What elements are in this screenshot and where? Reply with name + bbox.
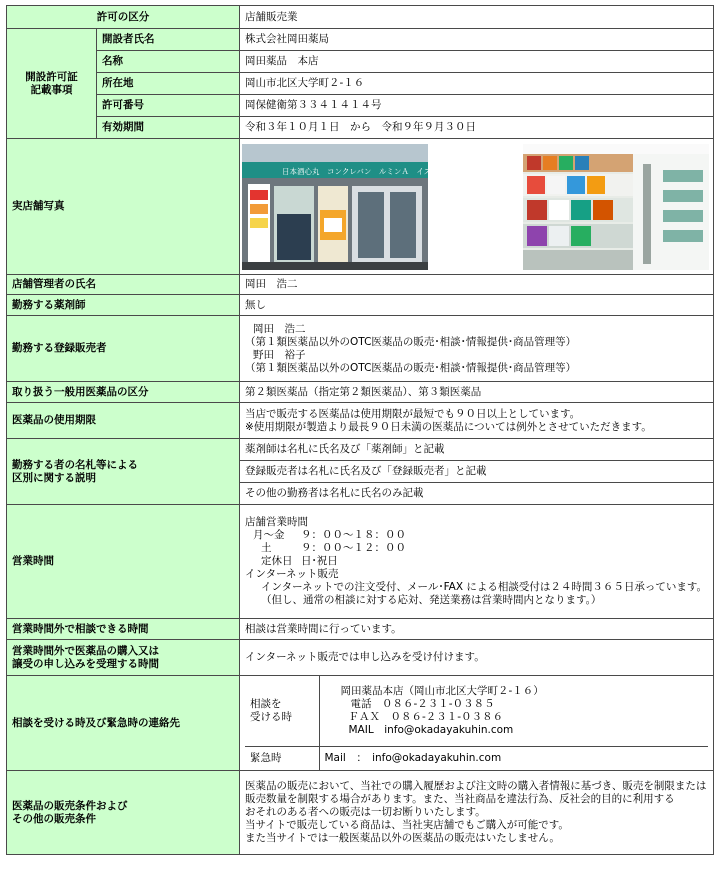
validity-period-label: 有効期間 <box>97 117 240 139</box>
closed-value: 日･祝日 <box>301 555 338 567</box>
contact-store-address: 岡田薬品本店（岡山市北区大学町２-１６） <box>340 684 544 697</box>
contact-phone: 電話 ０８６-２３１-０３８５ <box>350 697 495 710</box>
license-type-value: 店舗販売業 <box>240 6 714 29</box>
closed-label: 定休日 <box>261 555 293 567</box>
interior-photo <box>523 144 709 270</box>
expiry-policy <box>240 403 714 439</box>
conditions-line-3: おそれのある者への販売は一切お断りいたします。 <box>245 806 486 818</box>
nameplate-label-text: 勤務する者の名札等による 区別に関する説明 <box>12 458 138 484</box>
interior-image <box>523 144 709 270</box>
contact-table <box>245 676 708 770</box>
offhours-purchase-text: 営業時間外で医薬品の購入又は 譲受の申し込みを受理する時間 <box>12 644 159 670</box>
offhours-consult-value: 相談は営業時間に行っています。 <box>240 619 714 640</box>
conditions-line-1: 医薬品の販売において、当社での購入履歴および注文時の購入者情報に基づき、販売を制限または <box>245 780 707 792</box>
store-photos <box>240 144 713 270</box>
certificate-label-text: 開設許可証 記載事項 <box>25 70 78 96</box>
consult-time-text: 相談を 受ける時 <box>250 697 292 723</box>
address-value: 岡山市北区大学町２-１６ <box>240 73 714 95</box>
business-hours <box>240 505 714 619</box>
registered-seller-label: 勤務する登録販売者 <box>7 316 240 382</box>
saturday-time: ９：００～１２：００ <box>301 542 406 554</box>
conditions-line-4: 当サイトで販売している商品は、当社実店舗でもご購入が可能です。 <box>245 819 569 831</box>
nameplate-pharmacist: 薬剤師は名札に氏名及び「薬剤師」と記載 <box>240 439 714 461</box>
pharmacist-label: 勤務する薬剤師 <box>7 295 240 316</box>
store-info-table <box>6 5 714 855</box>
drug-category-value: 第２類医薬品（指定第２類医薬品）、第３類医薬品 <box>240 382 714 403</box>
offhours-purchase-value: インターネット販売では申し込みを受け付けます。 <box>240 640 714 676</box>
conditions-line-5: また当サイトでは一般医薬品以外の医薬品の販売はいたしません。 <box>245 832 560 844</box>
store-photos-label: 実店舗写真 <box>7 139 240 275</box>
founder-name-value: 株式会社岡田薬局 <box>240 29 714 51</box>
conditions-line-2: 販売数量を制限する場合があります。また、当社商品を違法行為、反社会的目的に利用する <box>245 793 675 805</box>
expiry-label: 医薬品の使用期限 <box>7 403 240 439</box>
expiry-line-1: 当店で販売する医薬品は使用期限が最短でも９０日以上としています。 <box>245 407 581 420</box>
emergency-mail[interactable]: Mail ： info@okadayakuhin.com <box>324 751 502 764</box>
seller-2-name: 野田 裕子 <box>253 348 306 361</box>
storefront-sign-text: 日本酒心丸 コンクレバン ルミンＡ イスター <box>282 166 447 176</box>
sales-conditions-text: 医薬品の販売条件および その他の販売条件 <box>12 799 128 825</box>
seller-1-name: 岡田 浩二 <box>253 322 306 335</box>
expiry-line-2: ※使用期限が製造より最長９０日未満の医薬品については例外とさせていただきます。 <box>245 420 652 433</box>
pharmacist-value: 無し <box>240 295 714 316</box>
weekday-time: ９：００～１８：００ <box>301 529 406 541</box>
sales-conditions <box>240 771 714 855</box>
store-manager-value: 岡田 浩二 <box>240 275 714 295</box>
registered-seller-list <box>240 316 714 382</box>
license-number-value: 岡保健衛第３３４１４１４号 <box>240 95 714 117</box>
consult-time-label <box>245 676 319 746</box>
nameplate-seller: 登録販売者は名札に氏名及び「登録販売者」と記載 <box>240 461 714 483</box>
store-manager-label: 店舗管理者の氏名 <box>7 275 240 295</box>
contact-fax: ＦＡＸ ０８６-２３１-０３８６ <box>348 710 504 723</box>
business-hours-label: 営業時間 <box>7 505 240 619</box>
license-type-label: 許可の区分 <box>7 6 240 29</box>
net-sales-line-2: （但し、通常の相談に対する応対、発送業務は営業時間内となります。） <box>261 594 602 606</box>
net-sales-line-1: インターネットでの注文受付、メール･FAX による相談受付は２４時間３６５日承っています。 <box>261 581 708 593</box>
weekday-label: 月～金 <box>253 529 285 541</box>
contact-mail[interactable]: MAIL info@okadayakuhin.com <box>348 723 514 736</box>
store-name-label: 名称 <box>97 51 240 73</box>
founder-name-label: 開設者氏名 <box>97 29 240 51</box>
nameplate-label <box>7 439 240 505</box>
seller-1-note: （第１類医薬品以外のOTC医薬品の販売･相談･情報提供･商品管理等） <box>245 335 577 348</box>
storefront-image <box>242 144 447 270</box>
store-name-value: 岡田薬品 本店 <box>240 51 714 73</box>
offhours-purchase-label <box>7 640 240 676</box>
drug-category-label: 取り扱う一般用医薬品の区分 <box>7 382 240 403</box>
certificate-items-label <box>7 29 97 139</box>
sales-conditions-label <box>7 771 240 855</box>
contact-label: 相談を受ける時及び緊急時の連絡先 <box>7 676 240 771</box>
nameplate-other: その他の勤務者は名札に氏名のみ記載 <box>240 483 714 505</box>
seller-2-note: （第１類医薬品以外のOTC医薬品の販売･相談･情報提供･商品管理等） <box>245 361 577 374</box>
store-hours-title: 店舗営業時間 <box>245 516 308 528</box>
net-sales-title: インターネット販売 <box>245 568 339 580</box>
offhours-consult-label: 営業時間外で相談できる時間 <box>7 619 240 640</box>
saturday-label: 土 <box>261 542 272 554</box>
validity-period-value: 令和３年１０月１日 から 令和９年９月３０日 <box>240 117 714 139</box>
emergency-label: 緊急時 <box>245 746 319 770</box>
address-label: 所在地 <box>97 73 240 95</box>
storefront-photo <box>242 144 447 270</box>
license-number-label: 許可番号 <box>97 95 240 117</box>
contact-info <box>240 676 714 771</box>
